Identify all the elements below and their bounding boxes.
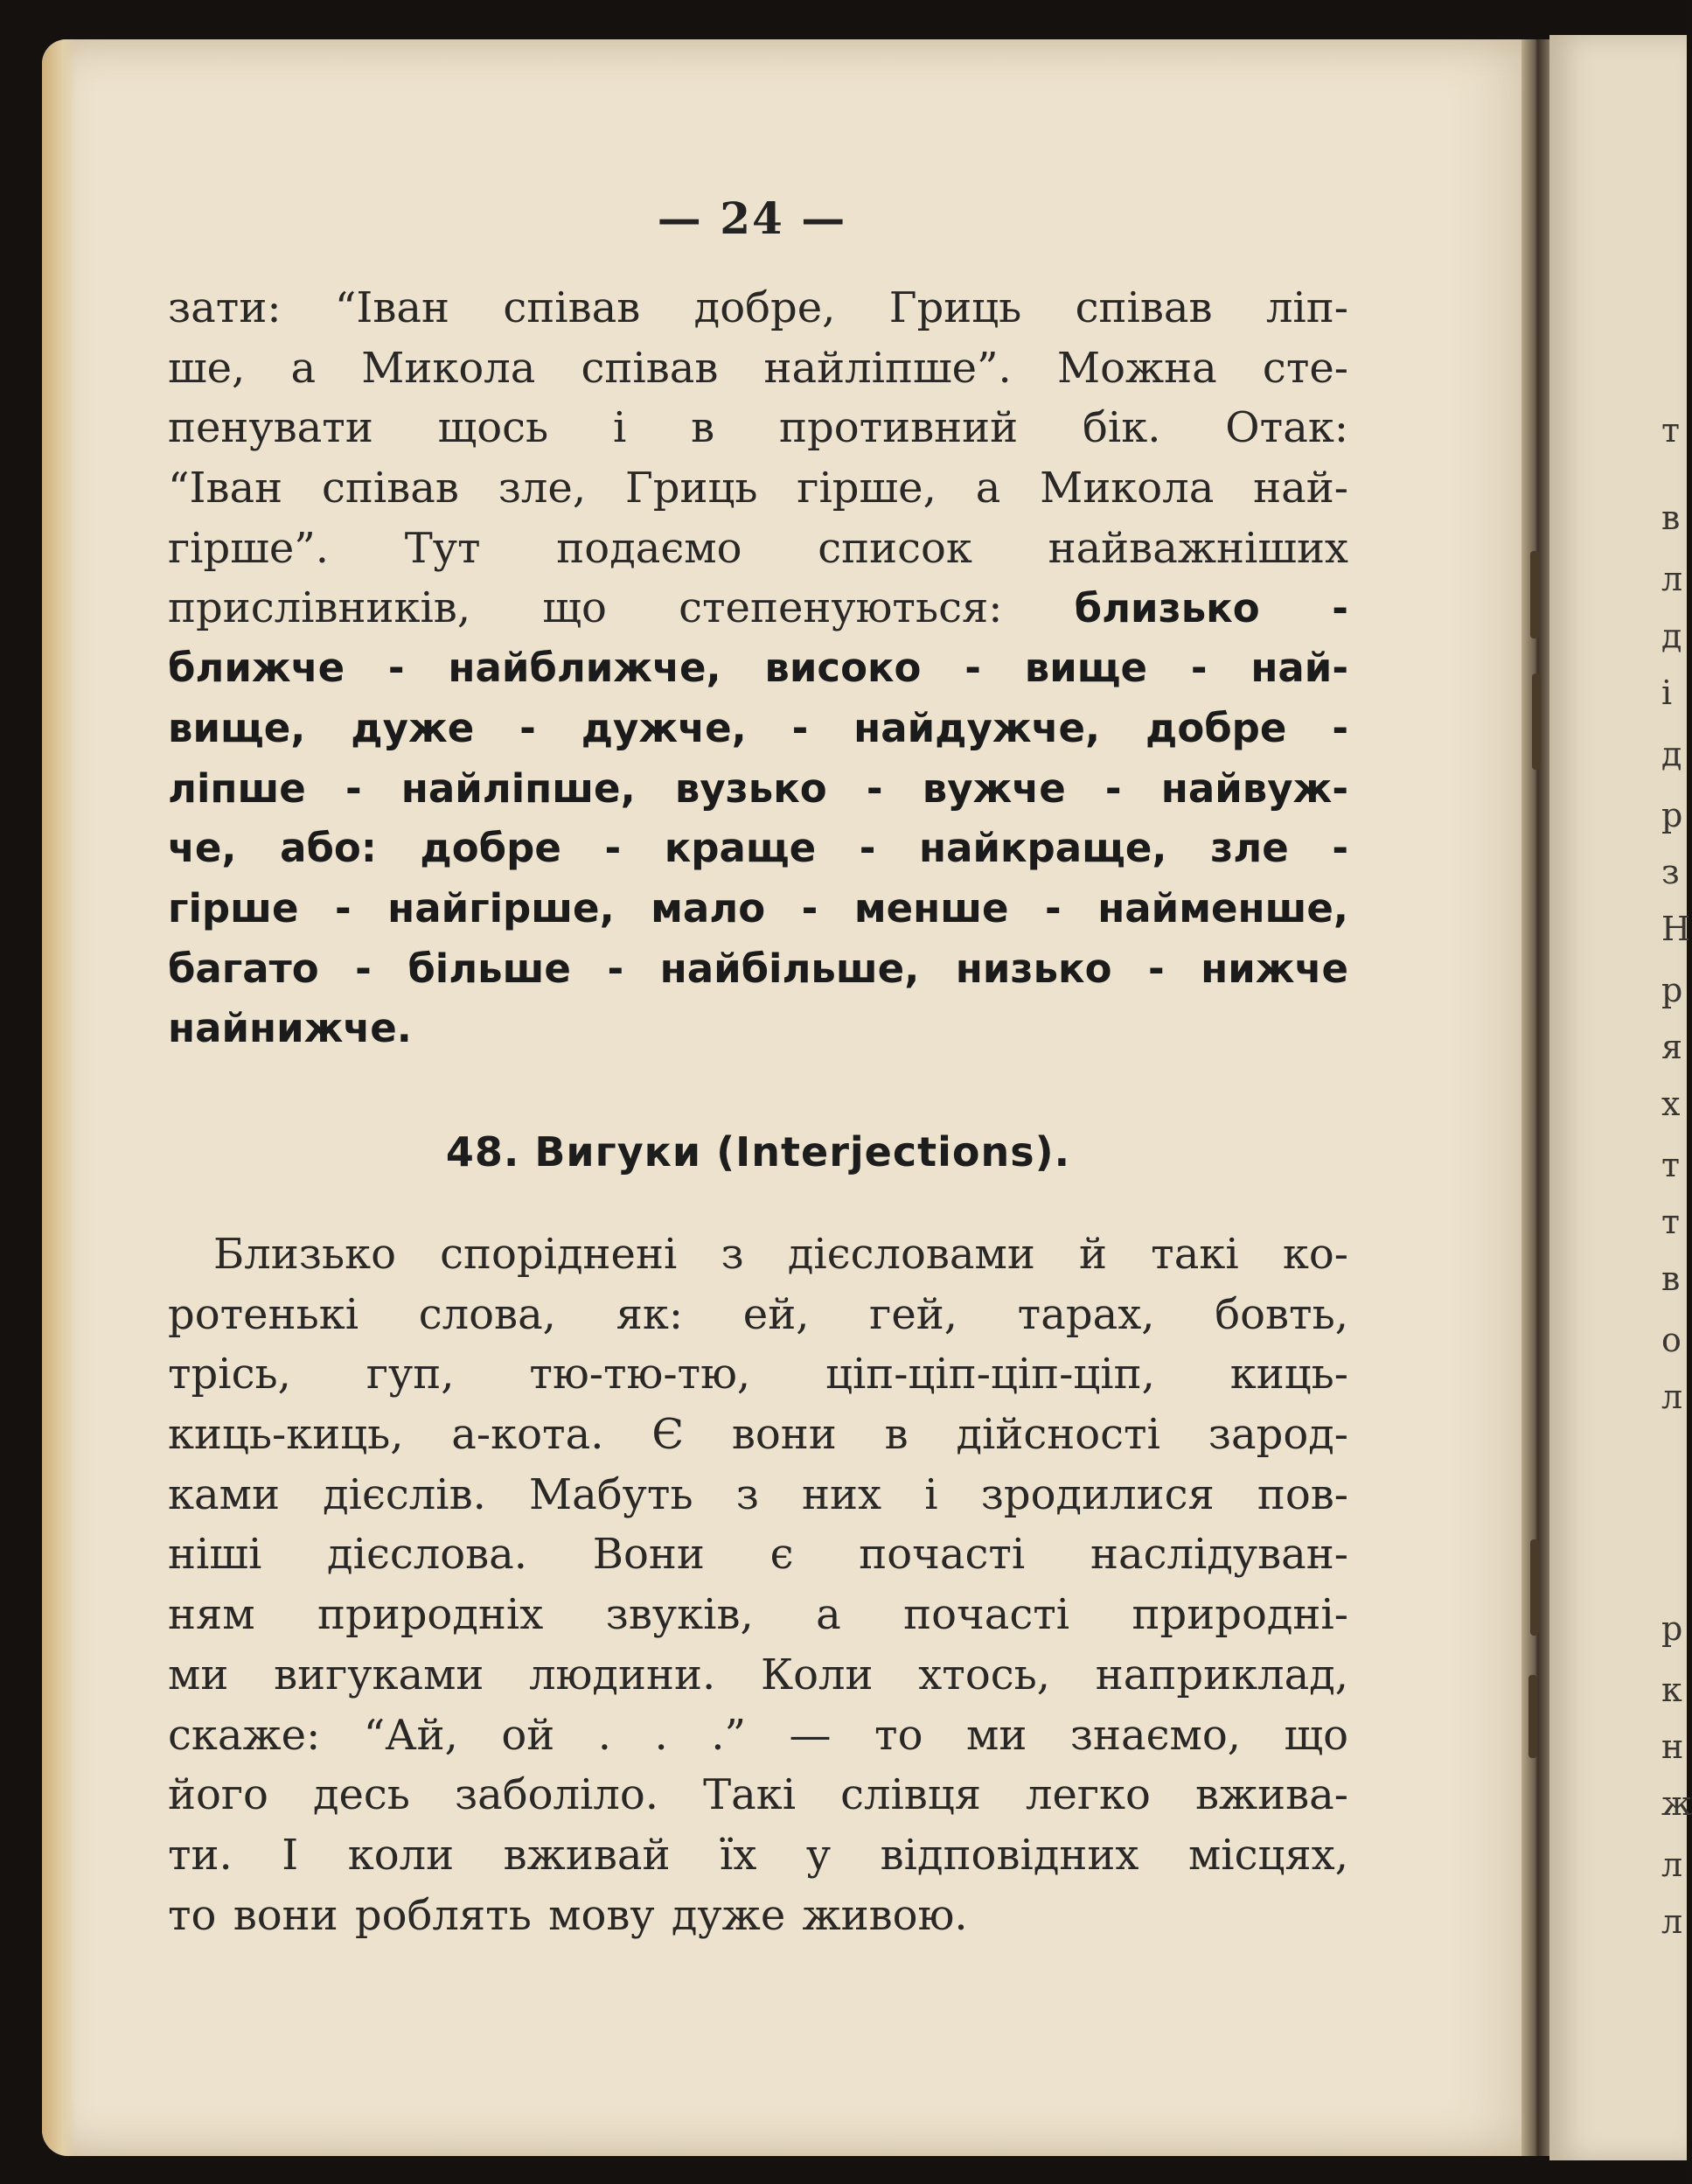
right-page-letter: д: [1661, 617, 1682, 655]
text-line: скаже: “Ай, ой . . .” — то ми знаємо, що: [168, 1710, 1348, 1760]
right-page-letter: о: [1661, 1321, 1682, 1359]
right-page-letter: з: [1661, 853, 1680, 891]
right-page-letter: р: [1661, 971, 1683, 1009]
text-line: ротенькі слова, як: ей, гей, тарах, бовть,: [168, 1289, 1348, 1339]
text-line: ням природніх звуків, а почасті природні-: [168, 1590, 1348, 1640]
right-page-letter: л: [1661, 1902, 1683, 1941]
text-line: ми вигуками людини. Коли хтось, наприклад,: [168, 1650, 1348, 1699]
right-page-letter: т: [1661, 1146, 1681, 1184]
right-page-letter: т: [1661, 411, 1681, 450]
text-line: зати: “Іван співав добре, Гриць співав ліп-: [168, 283, 1348, 332]
right-page-letter: д: [1661, 735, 1682, 773]
right-page-letter: т: [1661, 1203, 1681, 1241]
bold-line: гірше - найгірше, мало - менше - найменше,: [168, 884, 1348, 932]
binding-stitch: [1528, 1675, 1537, 1758]
binding-stitch: [1532, 673, 1541, 770]
right-page-letter: в: [1661, 1259, 1681, 1298]
text-line: киць-киць, а-кота. Є вони в дійсності зарод-: [168, 1410, 1348, 1460]
text-line: Близько споріднені з дієсловами й такі ко-: [213, 1230, 1348, 1279]
right-page-letter: к: [1661, 1671, 1682, 1709]
right-page-letter: Н: [1661, 910, 1691, 948]
bold-fragment: близько -: [1074, 585, 1348, 632]
text-line: “Іван співав зле, Гриць гірше, а Микола най-: [168, 464, 1348, 513]
bold-line: багато - більше - найбільше, низько - нижче: [168, 945, 1348, 992]
right-page-letter: ж: [1661, 1784, 1692, 1823]
right-page-letter: л: [1661, 560, 1683, 598]
bold-line: вище, дуже - дужче, - найдужче, добре -: [168, 704, 1348, 751]
text-line: ти. І коли вживай їх у відповідних місцях,: [168, 1830, 1348, 1880]
page-number: — 24 —: [657, 192, 847, 244]
binding-stitch: [1530, 1539, 1539, 1636]
right-page-letter: х: [1661, 1085, 1681, 1123]
text-line: його десь заболіло. Такі слівця легко вжива-: [168, 1770, 1348, 1820]
paragraph-adverbs: [168, 278, 1348, 1059]
text-line-mixed: [168, 578, 1348, 638]
paragraph-interjections: [168, 1225, 1348, 1945]
text-line: трісь, гуп, тю-тю-тю, ціп-ціп-ціп-ціп, киць-: [168, 1350, 1348, 1399]
right-page-letter: н: [1661, 1727, 1684, 1766]
section-heading: 48. Вигуки (Interjections).: [445, 1128, 1071, 1176]
right-page-letter: я: [1661, 1028, 1682, 1066]
text-line: то вони роблять мову дуже живою.: [168, 1890, 968, 1940]
binding-stitch: [1530, 551, 1539, 638]
right-page-letter: р: [1661, 796, 1683, 834]
book-gutter: [1521, 39, 1551, 2156]
text-line: гірше”. Тут подаємо список найважніших: [168, 523, 1348, 573]
bold-line: ліпше - найліпше, вузько - вужче - найвуж-: [168, 764, 1348, 812]
right-page-letter: л: [1661, 1378, 1683, 1416]
right-page-letter: і: [1661, 673, 1673, 712]
text-line: пенувати щось і в противний бік. Отак:: [168, 403, 1348, 453]
text-line: ше, а Микола співав найліпше”. Можна сте-: [168, 343, 1348, 393]
bold-line: че, або: добре - краще - найкраще, зле -: [168, 825, 1348, 872]
right-page-letter: л: [1661, 1846, 1683, 1884]
bold-line: найнижче.: [168, 1005, 412, 1052]
right-page-letter: р: [1661, 1609, 1683, 1648]
bold-line: ближче - найближче, високо - вище - най-: [168, 645, 1348, 692]
text-fragment: прислівників, що степенуються:: [168, 583, 1003, 633]
text-line: ніші дієслова. Вони є почасті наслідуван-: [168, 1530, 1348, 1580]
right-page-letter: в: [1661, 499, 1681, 537]
text-line: ками дієслів. Мабуть з них і зродилися пов-: [168, 1469, 1348, 1519]
